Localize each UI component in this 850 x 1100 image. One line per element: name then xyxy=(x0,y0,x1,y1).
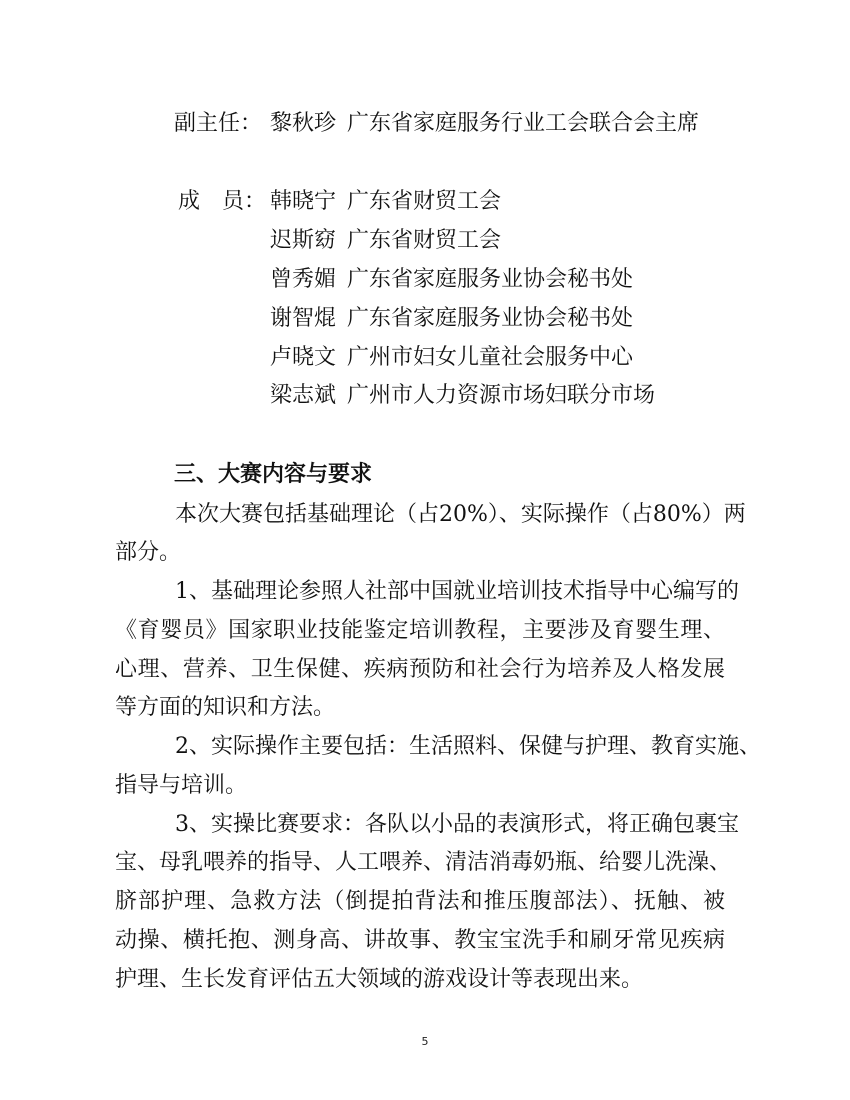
paragraph-line: 脐部护理、急救方法（倒提拍背法和推压腹部法）、抚触、被 xyxy=(115,889,725,914)
paragraph-line: 本次大赛包括基础理论（占20%）、实际操作（占80%）两 xyxy=(175,502,746,527)
paragraph-line: 护理、生长发育评估五大领域的游戏设计等表现出来。 xyxy=(115,967,644,992)
member-name: 梁志斌 xyxy=(270,383,337,408)
member-name: 谢智焜 xyxy=(270,306,337,331)
paragraph-line: 等方面的知识和方法。 xyxy=(115,695,336,720)
page-number: 5 xyxy=(421,1035,429,1048)
member-org: 广东省财贸工会 xyxy=(347,189,502,214)
vice-director-name: 黎秋珍 xyxy=(270,111,337,136)
vice-director-role: 副主任： xyxy=(174,111,263,136)
paragraph-line: 动操、横托抱、测身高、讲故事、教宝宝洗手和刷牙常见疾病 xyxy=(115,928,725,953)
paragraph-line: 指导与培训。 xyxy=(115,773,248,798)
members-label: 成 员： xyxy=(178,189,267,214)
paragraph-line: 3、实操比赛要求：各队以小品的表演形式，将正确包裹宝 xyxy=(175,812,739,837)
paragraph-line: 《育婴员》国家职业技能鉴定培训教程，主要涉及育婴生理、 xyxy=(115,618,725,643)
section-heading: 三、大赛内容与要求 xyxy=(174,462,373,487)
member-name: 曾秀媚 xyxy=(270,267,337,292)
member-org: 广东省家庭服务业协会秘书处 xyxy=(347,267,634,292)
member-name: 卢晓文 xyxy=(270,345,337,370)
paragraph-line: 2、实际操作主要包括：生活照料、保健与护理、教育实施、 xyxy=(175,734,761,759)
member-org: 广东省财贸工会 xyxy=(347,228,502,253)
paragraph-line: 心理、营养、卫生保健、疾病预防和社会行为培养及人格发展 xyxy=(115,657,725,682)
paragraph-line: 1、基础理论参照人社部中国就业培训技术指导中心编写的 xyxy=(175,579,739,604)
paragraph-line: 宝、母乳喂养的指导、人工喂养、清洁消毒奶瓶、给婴儿洗澡、 xyxy=(115,850,732,875)
member-name: 韩晓宁 xyxy=(270,189,337,214)
vice-director-org: 广东省家庭服务行业工会联合会主席 xyxy=(347,111,700,136)
member-org: 广州市人力资源市场妇联分市场 xyxy=(347,383,656,408)
member-org: 广州市妇女儿童社会服务中心 xyxy=(347,345,634,370)
paragraph-line: 部分。 xyxy=(115,540,182,565)
member-name: 迟斯窈 xyxy=(270,228,337,253)
member-org: 广东省家庭服务业协会秘书处 xyxy=(347,306,634,331)
